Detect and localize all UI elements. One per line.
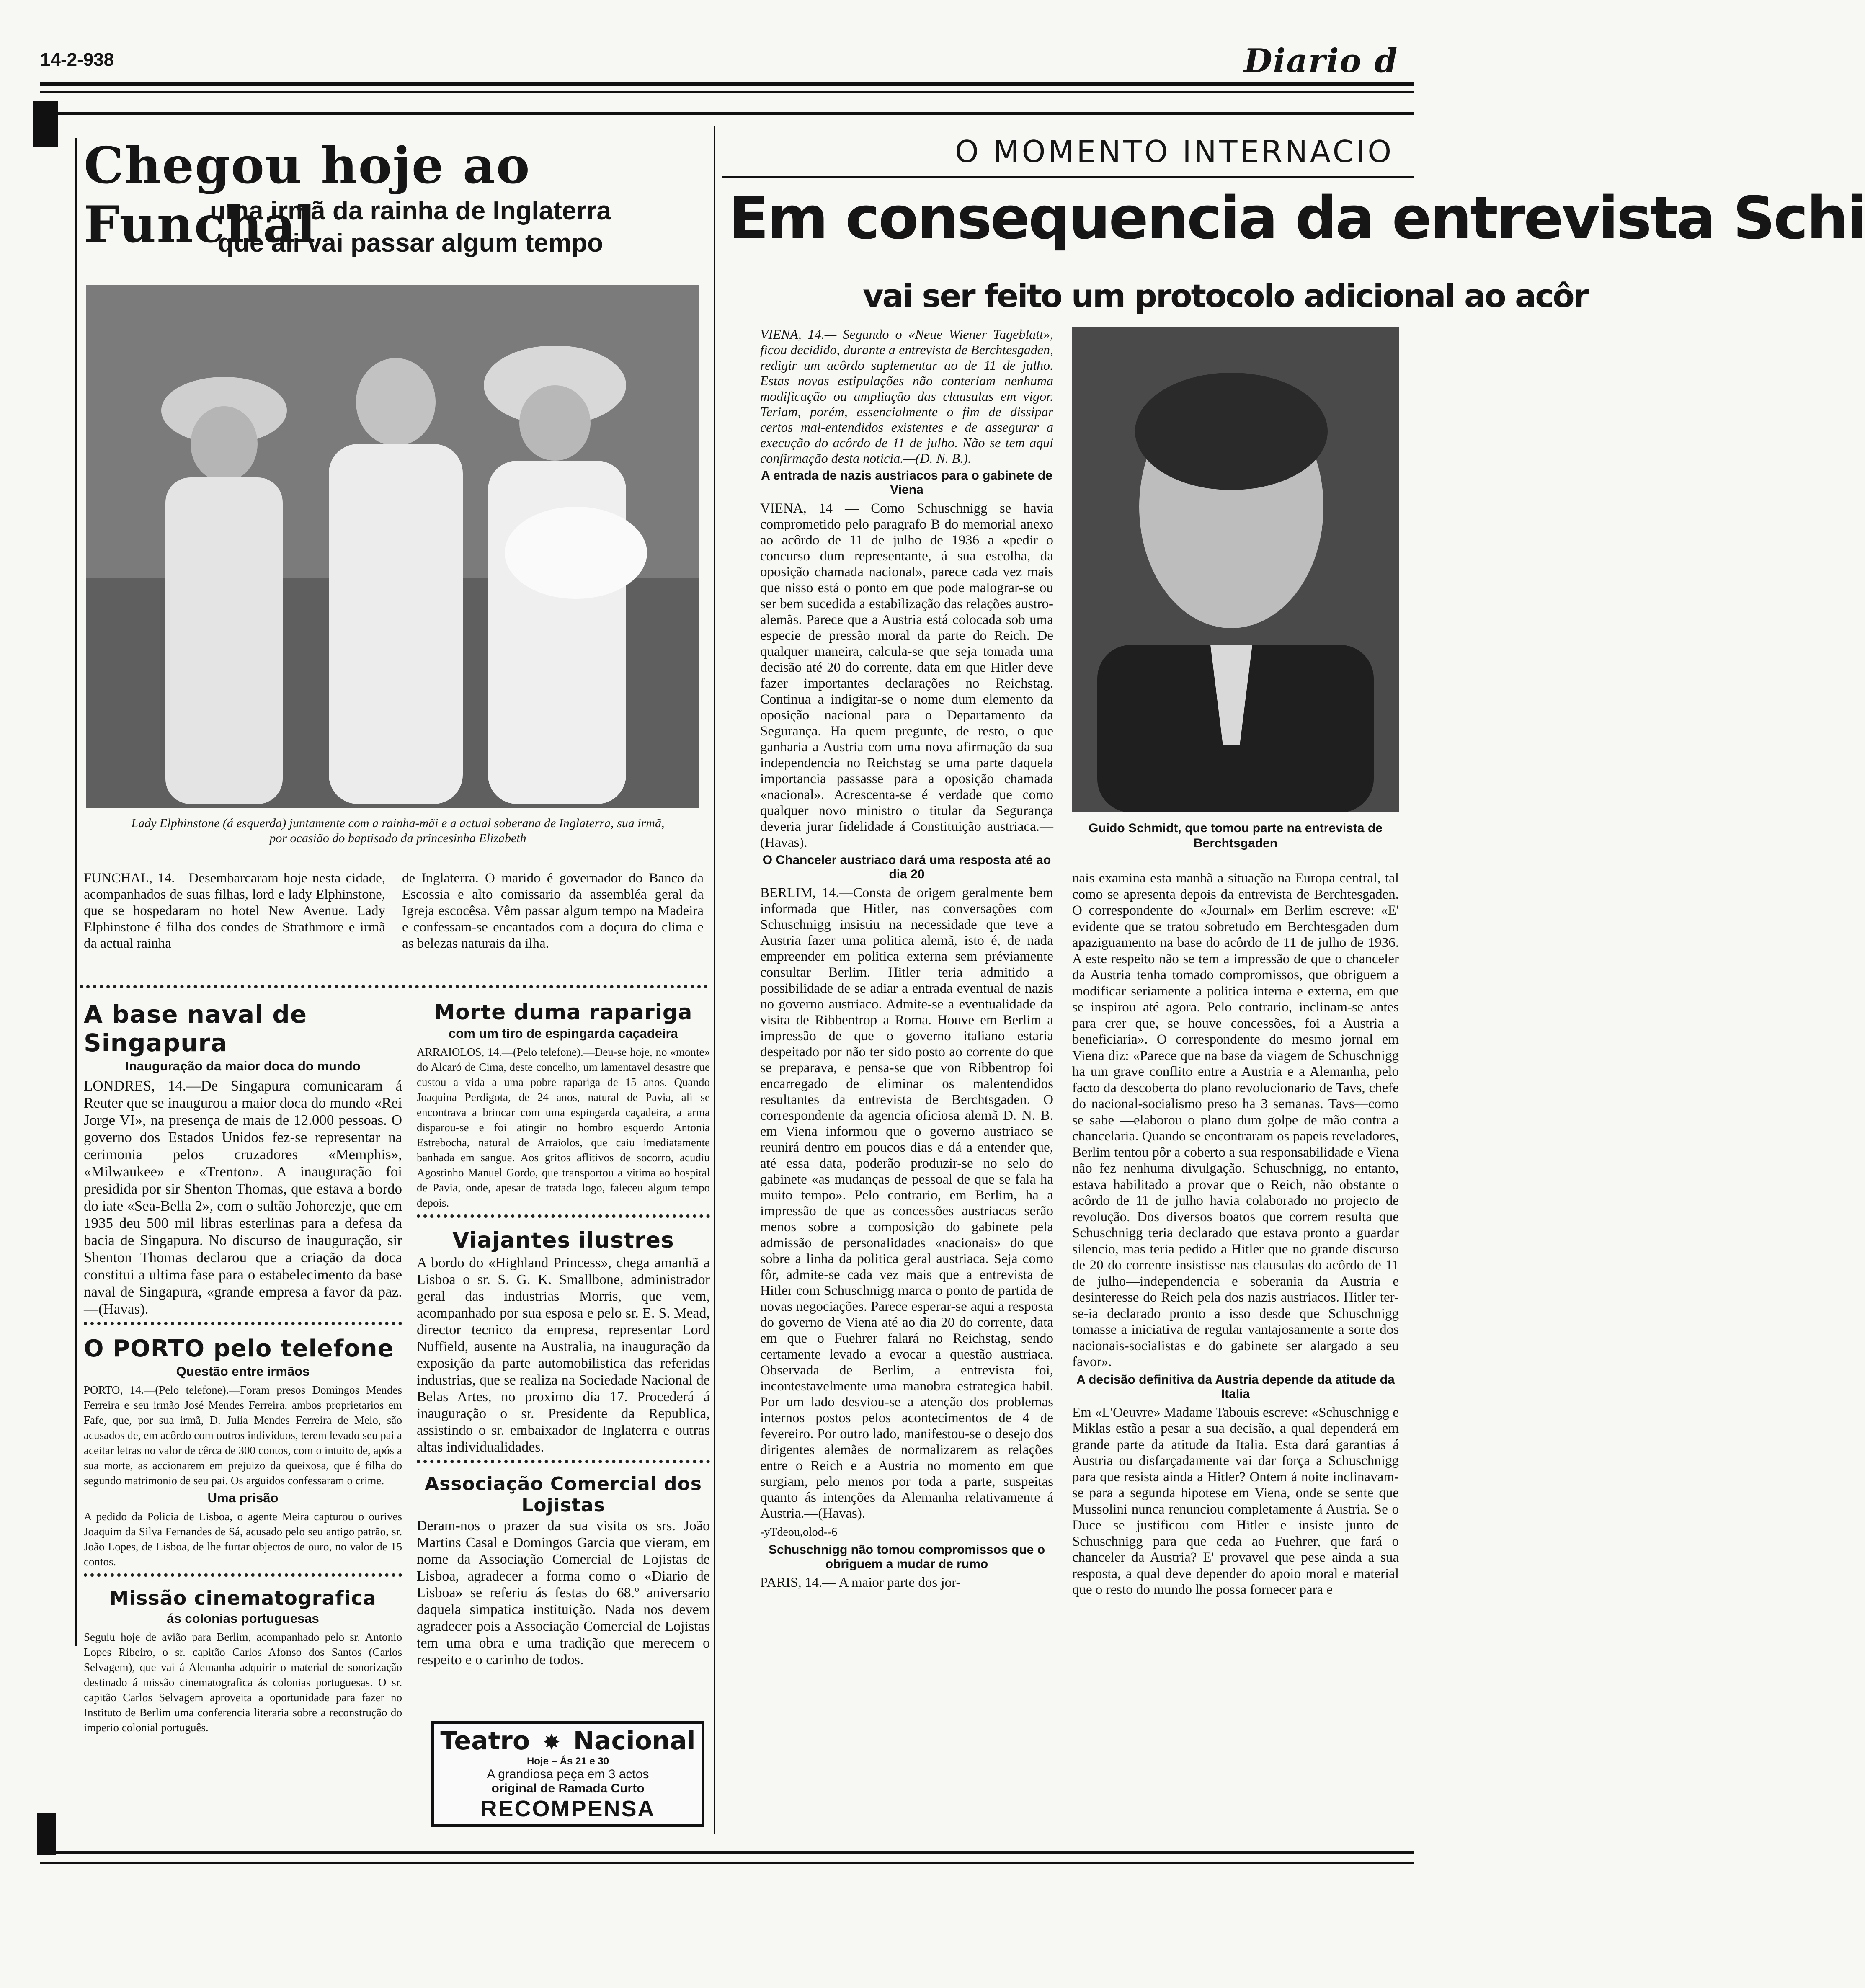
left-margin-bar-bottom [37,1813,56,1855]
masthead-rule-mid [40,91,1414,93]
teatro-ad-name-1: Teatro [440,1726,530,1756]
schuschnigg-subtitle: Schuschnigg não tomou compromissos que o obriguem a mudar de rumo [768,1543,1045,1571]
funchal-dotted-divider [80,985,708,994]
teatro-ad-line-2: original de Ramada Curto [491,1782,645,1795]
porto-subtitle-2: Uma prisão [207,1490,279,1505]
left-subhead-2: que ali vai passar algum tempo [218,229,603,258]
missao-text: Seguiu hoje de avião para Berlim, acompanhado pelo sr. Antonio Lopes Ribeiro, o sr. capitão Carlos Afonso dos Santos (Carlos Selvagem), que vai á Alemanha adquirir o material de sonorização destinado á missão cinematografica ás colonias portuguesas. O sr. capitão Carlos Selvagem aproveita a oportunidade para fazer no Instituto de Berlim uma conferencia literaria sobre a reconstrução do imperio colonial português. [84,1631,402,1734]
section-underline [722,176,1414,178]
funchal-text-2: de Inglaterra. O marido é governador do Banco da Escossia e alto comissario da assembléa geral da Igreja escocêsa. Vêm passar algum tempo na Madeira e confessam-se encantados com a doçura do clima e as belezas naturais da ilha. [402,871,704,951]
royal-ladies-photo-shapes [86,285,699,808]
left-margin-bar [33,101,58,147]
morte-text: ARRAIOLOS, 14.—(Pelo telefone).—Deu-se hoje, no «monte» do Alcaró de Cima, deste concelho, um lamentavel desastre que custou a vida a uma pobre rapariga de 15 anos. Quando Joaquina Perdigota, de 24 anos, natural de Pavia, ali se encontrava a brincar com uma espingarda caçadeira, a arma disparou-se e foi atingir no hombro esquerdo Antonia Estrebocha, natural de Arraiolos, que caiu imediatamente banhada em sangue. Aos gritos aflitivos de socorro, acudiu Agostinho Manuel Gordo, que transportou a vitima ao hospital de Pavia, onde, apesar de tratada logo, faleceu algum tempo depois. [417,1046,710,1209]
porto-text-2: A pedido da Policia de Lisboa, o agente Meira capturou o ourives Joaquim da Silva Fernandes de Sá, acusado pelo seu antigo patrão, sr. João Lopes, de Lisboa, de lhe furtar objectos de ouro, no valor de 15 contos. [84,1510,402,1568]
singapura-text: LONDRES, 14.—De Singapura comunicaram á Reuter que se inaugurou a maior doca do mundo «Rei Jorge VI», na presença de mais de 12.000 pessoas. O governo dos Estados Unidos fez-se representar na cerimonia pelos cruzadores «Memphis», «Milwaukee» e «Trenton». A inauguração foi presidida por sir Shenton Thomas, que estava a bordo do iate «Sea-Bella 2», com o sultão Johorezje, que em 1935 deu 500 mil libras esterlinas para a defesa da bacia de Singapura. No discurso de inauguração, sir Shenton Thomas declarou que a criação da doca constitui a ultima fase para o estabelecimento da base naval de Singapura, «grande empresa a favor da paz.—(Havas). [84,1078,402,1317]
decisao-text: Em «L'Oeuvre» Madame Tabouis escreve: «Schuschnigg e Miklas estão a pesar a sua decisão, a qual dependerá em grande parte da atitude da Italia. Esta dará garantias á Austria ou disfarçadamente vai dar força a Schuschnigg para que resista ainda a Hitler? Ontem á noite inclinavam-se para a segunda hipotese em Viena, onde se sente que Mussolini nunca renunciou completamente á Austria. Se o Duce se justificou com Hitler e insiste junto de Schuschnigg para que ceda ao Fuehrer, que fará o chanceler da Austria? E' provavel que pese ainda a sua resposta, a qual deve depender do apoio moral e material que o resto do mundo lhe possa fornecer para e [1072,1405,1399,1597]
funchal-col-2 [402,870,704,979]
royal-photo-caption: Lady Elphinstone (á esquerda) juntamente com a rainha-mãi e a actual soberana de Inglaterra, sua irmã, por ocasião do baptisado da princesinha Elizabeth [131,816,665,845]
associacao-title: Associação Comercial dos Lojistas [425,1473,702,1516]
issue-date: 14-2-938 [40,49,114,70]
teatro-ad-name-2: Nacional [573,1726,696,1756]
theatre-mask-icon: ✸ [542,1730,560,1754]
left-headline: Chegou hoje ao Funchal [84,136,531,254]
left-subhead-1: uma irmã da rainha de Inglaterra [210,196,611,225]
upside-down-line: -yTdeou,olod--6 [760,1526,838,1539]
missao-title: Missão cinematografica [109,1587,377,1609]
section-heading: O MOMENTO INTERNACIO [955,134,1394,169]
teatro-nacional-ad [431,1721,704,1827]
singapura-divider [84,1322,402,1331]
right-column-1 [760,327,1053,1843]
teatro-ad-play: RECOMPENSA [480,1796,655,1821]
decisao-subtitle: A decisão definitiva da Austria depende da atitude da Italia [1076,1372,1395,1401]
singapura-subtitle: Inauguração da maior doca do mundo [125,1059,361,1073]
funchal-col-1 [84,870,385,979]
right-column-2 [1072,870,1399,1842]
porto-divider [84,1573,402,1583]
right-headline: Em consequencia da entrevista Schi [729,184,1865,253]
teatro-ad-line-1: A grandiosa peça em 3 actos [487,1767,649,1781]
porto-title: O PORTO pelo telefone [84,1335,394,1362]
guido-photo-caption: Guido Schmidt, que tomou parte na entrevista de Berchtsgaden [1089,821,1383,850]
schuschnigg-text: PARIS, 14.— A maior parte dos jor- [760,1575,961,1590]
right-subhead: vai ser feito um protocolo adicional ao acôr [863,277,1588,315]
masthead-rule-bottom [40,112,1414,115]
left-margin-line [75,138,77,1646]
associacao-text: Deram-nos o prazer da sua visita os srs. João Martins Casal e Domingos Garcia que vieram, em nome da Associação Comercial de Lojistas de Lisboa, agradecer a forma como o «Diario de Lisboa» se referiu ás festas do 68.º aniversario daquela simpatica instituição. Nada nos devem agradecer pois a Associação Comercial de Lojistas tem uma obra e uma tradição que merecem o respeito e o carinho de todos. [417,1518,710,1668]
bottom-rule-1 [40,1851,1414,1854]
morte-title: Morte duma rapariga [434,1000,693,1024]
viajantes-divider [417,1460,710,1469]
morte-subtitle: com um tiro de espingarda caçadeira [449,1026,678,1041]
singapura-title: A base naval de Singapura [84,1000,307,1057]
vertical-divider-left [714,126,715,1834]
viajantes-text: A bordo do «Highland Princess», chega amanhã a Lisboa o sr. S. G. K. Smallbone, administrador geral das industrias Morris, que vem, acompanhado por sua esposa e pelo sr. E. S. Mead, director tecnico da empresa, representar Lord Nuffield, ausente na Australia, na inauguração da exposição da parte automobilistica das referidas industrias, que se realiza na Sociedade Nacional de Belas Artes, no proximo dia 17. Procederá á inauguração o sr. Presidente da Republica, assistindo o sr. embaixador de Inglaterra e outras altas individualidades. [417,1255,710,1455]
viena-lead-text: VIENA, 14.— Segundo o «Neue Wiener Tageblatt», ficou decidido, durante a entrevista de Berchtesgaden, redigir um acôrdo suplementar ao de 11 de julho. Estas novas estipulações não conteriam nenhuma modificação ou ampliação das clausulas em vigor. Teriam, porém, essencialmente o fim de dissipar certos mal-entendidos existentes e de assegurar a execução do acôrdo de 11 de julho. Não se tem aqui confirmação desta noticia.—(D. N. B.). [760,327,1053,466]
masthead-rule-top [40,82,1414,86]
bottom-rule-2 [40,1862,1414,1864]
missao-subtitle: ás colonias portuguesas [167,1611,319,1626]
teatro-ad-hours: Hoje – Ás 21 e 30 [526,1756,609,1767]
morte-divider [417,1214,710,1224]
teatro-ad-title-row [434,1726,702,1756]
viajantes-title: Viajantes ilustres [452,1228,674,1253]
guido-schmidt-photo-shapes [1072,327,1399,812]
funchal-text-1: FUNCHAL, 14.—Desembarcaram hoje nesta cidade, acompanhados de suas filhas, lord e lady Elphinstone, que se hospedaram no hotel New Avenue. Lady Elphinstone é filha dos condes de Strathmore e irmã da actual rainha [84,871,385,951]
nazis-text: VIENA, 14 — Como Schuschnigg se havia comprometido pelo paragrafo B do memorial anexo ao acôrdo de 11 de julho de 1936 a «pedir o concurso dum representante, á sua escolha, da oposição chamada nacional», parece cada vez mais que nisso está o ponto em que pode malograr-se ou ser bem sucedida a estabilização das relações austro-alemãs. Parece que a Austria está colocada sob uma especie de pressão moral da parte do Reich. De qualquer maneira, calcula-se que seja tomada uma decisão até 20 do corrente, data em que Hitler deve fazer importantes declarações no Reichstag. Continua a indigitar-se o nome dum elemento da oposição nacional para o Departamento da Segurança. Ha quem pregunte, de resto, o que ganharia a Austria com uma nova afirmação da sua independencia no Reichstag se uma parte daquela importancia passasse para a oposição chamada «nacional». Acrescenta-se é verdade que como qualquer novo ministro o titular da Segurança deveria jurar fidelidade á Constituição austriaca.—(Havas). [760,501,1053,850]
newspaper-name: Diario d [1244,42,1398,80]
porto-text: PORTO, 14.—(Pelo telefone).—Foram presos Domingos Mendes Ferreira e seu irmão José Mendes Ferreira, ambos proprietarios em Fafe, que, por sua irmã, D. Julia Mendes Ferreira de Melo, são acusados de, em acôrdo com outros individuos, terem levado seu pai a aceitar letras no valor de cêrca de 300 contos, com o intuito de, após a sua morte, as accionarem em prejuizo da queixosa, que é filha do segundo matrimonio de seu pai. Os arguidos confessaram o crime. [84,1384,402,1487]
left-column-2 [417,997,710,1709]
chanceler-text: BERLIM, 14.—Consta de origem geralmente bem informada que Hitler, nas conversações com Schuschnigg insistiu na necessidade que teve a Austria fazer uma politica alemã, isto é, de nada empreender em politica externa sem préviamente consultar Berlim. Hitler teria admitido a possibilidade de se adiar a entrada eventual de nazis no governo austriaco. Admite-se a eventualidade da visita de Ribbentrop a Roma. Houve em Berlim a impressão de que o governo italiano estaria despeitado por não ter sido posto ao corrente do que se preparava, e pensa-se que von Ribbentrop foi encarregado de eliminar os malentendidos resultantes da entrevista de Berchtsgaden. O correspondente da agencia oficiosa alemã D. N. B. em Viena informou que o governo austriaco se reunirá dentro em poucos dias e dá a entender que, até essa data, poderão produzir-se no selo do gabinete «as mudanças de pessoal de que se fala ha muito tempo». Pelo contrario, em Berlim, ha a impressão de que as concessões austriacas serão menos sobre a composição do gabinete pela admissão de personalidades «nacionais» do que sobre a linha da politica geral austriaca. Seja como fôr, admite-se cada vez mais que a entrevista de Hitler com Schuschnigg marca o ponto de partida de novas negociações. Parece esperar-se aqui a resposta do governo de Viena até ao dia 20 do corrente, data em que o Fuehrer falará no Reichstag, sendo certamente levado a evocar a questão austriaca. Observada de Berlim, a entrevista foi, incontestavelmente uma manobra estrategica habil. Por um lado desviou-se a atenção dos problemas internos postos pelos acontecimentos de 4 de fevereiro. Por outro lado, manifestou-se o desejo dos dirigentes alemães de normalizarem as relações entre o Reich e a Austria no momento em que surgiam, pelo menos por toda a parte, suspeitas quanto ás intenções da Alemanha relativamente á Austria.—(Havas). [760,885,1053,1521]
royal-ladies-photo [86,285,699,808]
guido-schmidt-photo [1072,327,1399,812]
porto-subtitle: Questão entre irmãos [176,1364,310,1379]
paris-text: nais examina esta manhã a situação na Europa central, tal como se apresenta depois da entrevista de Berchtesgaden. O correspondente do «Journal» em Berlim escreve: «E' evidente que se tratou sobretudo em Berchtesgaden dum apaziguamento na base do acôrdo de 11 de julho de 1936. A este respeito não se tem a impressão de que o chanceler da Austria tenha tomado compromissos, que obriguem a modificar seriamente a politica interna e externa, em que se inspirou até agora. Pelo contrario, inclinam-se antes para crer que, se houve concessões, foi a Austria a beneficiaria». O correspondente do mesmo jornal em Viena diz: «Parece que na base da viagem de Schuschnigg ha um grave conflito entre a Austria e a Alemanha, pelo facto da descoberta do plano revolucionario de Tavs, chefe do nacional-socialismo preso ha 3 semanas. Tavs—como se sabe —elaborou o plano dum golpe de mão contra a chancelaria. Quando se encontraram os papeis reveladores, Berlim tentou pôr a coberto a sua responsabilidade e Viena não fez nenhuma divulgação. Schuschnigg, no entanto, estava habilitado a provar que o Reich, não obstante o acôrdo de 11 de julho havia colaborado no projecto de revolução. Dos diversos boatos que correm resulta que Schuschnigg teria declarado que estava pronto a guardar silencio, mas teria pedido a Hitler que no grande discurso de 20 do corrente insistisse nas clausulas do acôrdo de 11 de julho—independencia e soberania da Austria e desinteresse do Reich pela dos nazis austriacos. Hitler ter-se-ia declarado pronto a isso desde que Schuschnigg tomasse a iniciativa de regular vantajosamente a sorte dos nacionais-socialistas e do gabinete ser alargado a seu favor». [1072,871,1399,1369]
nazis-subtitle: A entrada de nazis austriacos para o gabinete de Viena [761,469,1052,497]
left-column-1 [84,997,402,1830]
chanceler-subtitle: O Chanceler austriaco dará uma resposta até ao dia 20 [762,853,1051,881]
